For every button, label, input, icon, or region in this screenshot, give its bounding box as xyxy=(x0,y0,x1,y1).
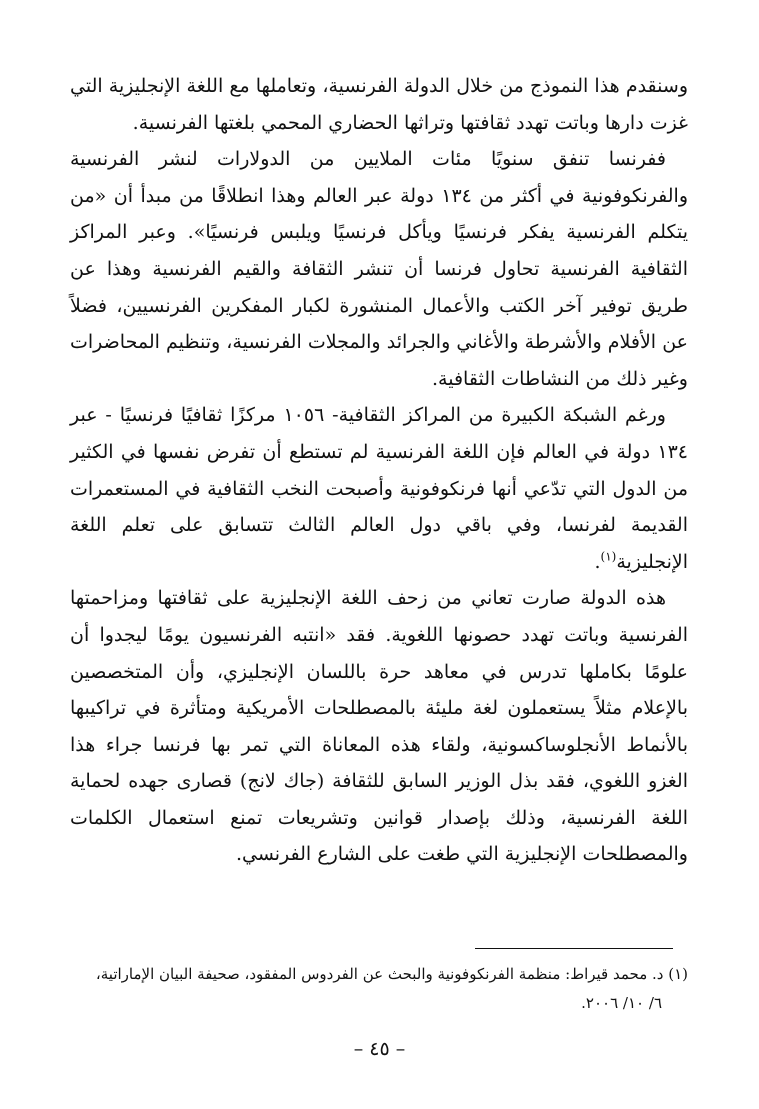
page-number: – ٤٥ – xyxy=(353,1038,406,1060)
paragraph-2: ففرنسا تنفق سنويًا مئات الملايين من الدولارات لنشر الفرنسية والفرنكوفونية في أكثر من ١٣٤ دولة عبر العالم وهذا انطلاقًا من مبدأ أن «من يتكلم الفرنسية يفكر فرنسيًا ويأكل فرنسيًا ويلبس فرنسيًا». وعبر المراكز الثقافية الفرنسية تحاول فرنسا أن تنشر الثقافة والقيم الفرنسية وهذا عن طريق توفير آخر الكتب والأعمال المنشورة لكبار المفكرين الفرنسيين، فضلاً عن الأفلام والأشرطة والأغاني والجرائد والمجلات الفرنسية، وتنظيم المحاضرات وغير ذلك من النشاطات الثقافية. xyxy=(70,148,688,390)
paragraph-3-text: ورغم الشبكة الكبيرة من المراكز الثقافية- ١٠٥٦ مركزًا ثقافيًا فرنسيًا - عبر ١٣٤ دولة في العالم فإن اللغة الفرنسية لم تستطع أن تفرض نفسها في الكثير من الدول التي تدّعي أنها فرنكوفونية وأصبحت النخب الثقافية في المستعمرات القديمة لفرنسا، وفي باقي دول العالم الثالث تتسابق على تعلم اللغة الإنجليزية xyxy=(70,404,688,573)
paragraph-3 xyxy=(70,397,688,580)
paragraph-1: وسنقدم هذا النموذج من خلال الدولة الفرنسية، وتعاملها مع اللغة الإنجليزية التي غزت دارها وباتت تهدد ثقافتها وتراثها الحضاري المحمي بلغتها الفرنسية. xyxy=(70,75,688,134)
footnote-divider xyxy=(475,948,673,949)
paragraph-4: هذه الدولة صارت تعاني من زحف اللغة الإنجليزية على ثقافتها ومزاحمتها الفرنسية وباتت تهدد حصونها اللغوية. فقد «انتبه الفرنسيون يومًا لیجدوا أن علومًا بكاملها تدرس في معاهد حرة باللسان الإنجليزي، وأن المتخصصين بالإعلام مثلاً يستعملون لغة مليئة بالمصطلحات الأمريكية ومتأثرة في تراكيبها بالأنماط الأنجلوساكسونية، ولقاء هذه المعاناة التي تمر بها فرنسا جراء هذا الغزو اللغوي، فقد بذل الوزير السابق للثقافة (جاك لانج) قصارى جهده لحماية اللغة الفرنسية، وذلك بإصدار قوانين وتشريعات تمنع استعمال الكلمات والمصطلحات الإنجليزية التي طغت على الشارع الفرنسي. xyxy=(70,587,688,866)
footnote-reference[interactable]: (١) xyxy=(600,549,617,564)
footnote-line-2: ٦/ ١٠/ ٢٠٠٦. xyxy=(581,994,662,1012)
document-body xyxy=(70,68,688,873)
footnote xyxy=(72,960,688,1018)
paragraph-3-end: . xyxy=(594,550,601,573)
footnote-line-1: (١) د. محمد قيراط: منظمة الفرنكوفونية والبحث عن الفردوس المفقود، صحيفة البيان الإماراتية، xyxy=(95,965,688,983)
